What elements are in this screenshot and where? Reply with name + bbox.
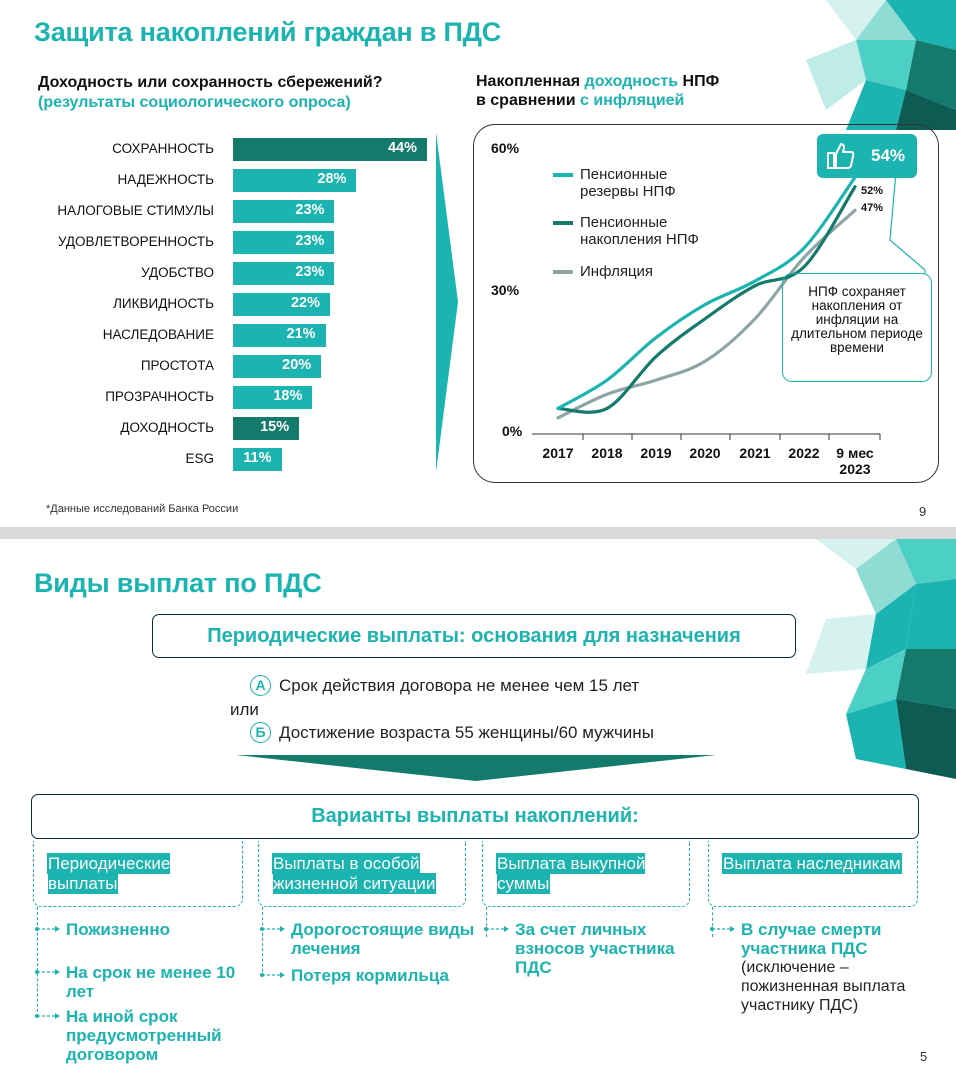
payout-option: Дорогостоящие виды лечения — [291, 920, 475, 958]
payout-option: За счет личных взносов участника ПДС — [515, 920, 675, 977]
condition-a-text: Срок действия договора не менее чем 15 лет — [279, 676, 640, 695]
down-arrow-triangle — [236, 755, 716, 781]
returns-chart-heading: Накопленная доходность НПФ в сравнении с инфляцией — [476, 73, 720, 109]
inflation-callout: НПФ сохраняет накопления от инфляции на длительном периоде времени — [782, 273, 932, 382]
bar-label: УДОБСТВО — [141, 265, 214, 280]
condition-b — [250, 722, 654, 743]
x-tick-label: 2021 — [739, 445, 771, 461]
x-tick-label: 9 мес 2023 — [836, 445, 874, 477]
legend-swatch — [553, 221, 573, 225]
x-tick-label: 2018 — [591, 445, 623, 461]
footnote: *Данные исследований Банка России — [46, 503, 239, 515]
bullet-arrow-icon — [34, 967, 62, 977]
bar-label: ПРОСТОТА — [140, 358, 214, 373]
page-title: Виды выплат по ПДС — [34, 568, 322, 598]
bullet-arrow-icon — [259, 924, 287, 934]
slide-protection — [0, 0, 956, 527]
x-tick-label: 2019 — [640, 445, 672, 461]
bullet-arrow-icon — [259, 970, 287, 980]
payout-option: На срок не менее 10 лет — [66, 963, 236, 1001]
bar-value-label: 44% — [387, 140, 417, 156]
bullet-arrow-icon — [483, 924, 511, 934]
payout-type-label — [497, 854, 683, 894]
bar-value-label: 21% — [286, 326, 316, 342]
slide-payouts — [0, 539, 956, 1080]
bullet-arrow-icon — [34, 924, 62, 934]
payout-type-label — [723, 854, 911, 874]
condition-a — [250, 675, 639, 696]
bar-label: СОХРАННОСТЬ — [112, 141, 214, 156]
payout-type-label — [48, 854, 236, 894]
bar-label: НАСЛЕДОВАНИЕ — [102, 327, 214, 342]
y-tick-label: 30% — [491, 281, 520, 298]
survey-subheading: (результаты социологического опроса) — [38, 94, 351, 111]
x-tick-label: 2022 — [788, 445, 820, 461]
payout-option-note: (исключение – пожизненная выплата участнику ПДС) — [741, 959, 906, 1014]
condition-b-text: Достижение возраста 55 женщины/60 мужчины — [279, 723, 654, 742]
payout-type-box — [708, 841, 918, 907]
thumbs-up-icon — [825, 140, 857, 172]
payout-type-label-text: Выплаты в особой жизненной ситуации — [273, 854, 436, 893]
bar-value-label: 18% — [273, 388, 303, 404]
bar-label: ЛИКВИДНОСТЬ — [113, 296, 214, 311]
bar-value-label: 23% — [295, 202, 325, 218]
bar-label: ESG — [185, 451, 214, 466]
end-label-52: 52% — [861, 185, 884, 197]
y-tick-label: 60% — [491, 140, 520, 156]
periodic-basis-box: Периодические выплаты: основания для назначения — [152, 614, 796, 658]
legend-label: Пенсионные накопления НПФ — [580, 214, 699, 248]
x-tick-label: 2017 — [542, 445, 574, 461]
connector-line — [262, 907, 263, 977]
bar-value-label: 22% — [290, 295, 320, 311]
bar-value-label: 20% — [282, 357, 312, 373]
page-number: 5 — [920, 1049, 928, 1064]
y-tick-label: 0% — [502, 423, 523, 439]
payout-option: Пожизненно — [66, 920, 170, 939]
bar-value-label: 15% — [260, 419, 290, 435]
legend-swatch — [553, 173, 573, 177]
or-text: или — [230, 700, 259, 719]
bullet-arrow-icon — [34, 1011, 62, 1021]
decorative-hexagon-pattern — [786, 539, 956, 779]
legend-label: Пенсионные резервы НПФ — [580, 166, 676, 200]
badge-value: 54% — [871, 146, 906, 165]
letter-b-badge: Б — [250, 722, 271, 743]
payout-option: Потеря кормильца — [291, 966, 449, 985]
payout-type-label — [273, 854, 459, 894]
payout-option: На иной срок предусмотренный договором — [66, 1007, 222, 1064]
letter-a-badge: А — [250, 675, 271, 696]
payout-type-label-text: Периодические выплаты — [48, 854, 171, 893]
bar-label: НАЛОГОВЫЕ СТИМУЛЫ — [57, 203, 214, 218]
bar-value-label: 23% — [295, 264, 325, 280]
bar-value-label: 28% — [317, 171, 347, 187]
slide-separator — [0, 527, 956, 539]
bar-label: НАДЕЖНОСТЬ — [117, 172, 214, 187]
bar-label: ПРОЗРАЧНОСТЬ — [105, 389, 214, 404]
bar-label: ДОХОДНОСТЬ — [120, 420, 214, 435]
payout-type-label-text: Выплата наследникам — [723, 854, 901, 873]
legend-swatch — [553, 270, 573, 274]
bullet-arrow-icon — [709, 924, 737, 934]
payout-variants-box: Варианты выплаты накоплений: — [31, 794, 919, 839]
legend-label: Инфляция — [580, 263, 654, 280]
survey-heading: Доходность или сохранность сбережений? — [38, 74, 383, 91]
bar-value-label: 11% — [243, 450, 272, 466]
callout-connector — [880, 170, 940, 280]
page-title: Защита накоплений граждан в ПДС — [34, 17, 502, 47]
end-label-47: 47% — [861, 202, 884, 214]
x-tick-label: 2020 — [689, 445, 721, 461]
payout-option: В случае смерти участника ПДС — [741, 920, 882, 958]
page-number: 9 — [919, 504, 927, 519]
bar-label: УДОВЛЕТВОРЕННОСТЬ — [57, 234, 214, 249]
payout-type-label-text: Выплата выкупной суммы — [497, 854, 646, 893]
bar-value-label: 23% — [295, 233, 325, 249]
